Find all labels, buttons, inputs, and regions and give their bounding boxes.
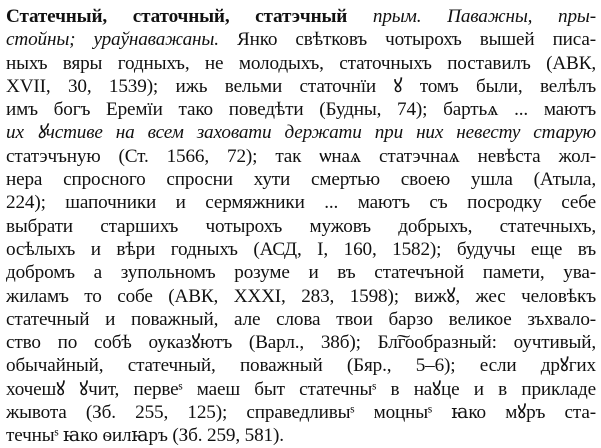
entry-line — [6, 285, 596, 308]
citation-text: ныхъ вяры годныхъ, не молодыхъ, статочныхъ поставилъ (АВК, — [6, 52, 596, 74]
entry-line — [6, 238, 596, 261]
entry-line — [6, 215, 596, 238]
entry-line — [6, 354, 596, 377]
citation-text: выбрати старшихъ чотырохъ мужовъ добрыхъ, статечныхъ, — [6, 215, 596, 237]
entry-line — [6, 378, 596, 401]
entry-line — [6, 191, 596, 214]
citation-text: Янко свѣтковъ чотырохъ вышей писа- — [218, 29, 596, 51]
entry-line — [6, 121, 596, 144]
entry-line — [6, 145, 596, 168]
entry-line — [6, 5, 596, 28]
headword: Статечный, статочный, статэчный — [6, 6, 348, 27]
entry-line — [6, 98, 596, 121]
gloss-text: Паважны, пры- — [447, 6, 596, 27]
grammar-label: прым. — [372, 6, 422, 27]
citation-text: добромъ а зупольномъ розуме и въ статечъной памети, ува- — [6, 262, 596, 284]
citation-text: XVII, 30, 1539); ижь вельми статочнїи ꙋ томъ были, велѣлъ — [6, 75, 596, 97]
entry-line — [6, 168, 596, 191]
citation-text — [347, 6, 373, 27]
entry-line — [6, 75, 596, 98]
citation-text: хочешꙋ ꙋчит, первеˢ маеш быт статечныˢ в наꙋце и в прикладе — [6, 378, 596, 400]
citation-text: их ꙋчстиве на всем заховати держати при них невесту старую — [6, 122, 596, 144]
gloss-text: стойны; ураўнаважаны. — [6, 29, 219, 51]
entry-line — [6, 261, 596, 284]
citation-text: жывота (Зб. 255, 125); справедливыˢ моцныˢ ꙗко мꙋръ ста- — [6, 402, 596, 424]
citation-text: 224); шапочники и сермяжники ... маютъ съ посродку себе — [6, 192, 596, 214]
citation-text: течныˢ ꙗко ѳилꙗръ (Зб. 259, 581). — [6, 425, 284, 447]
entry-line — [6, 424, 596, 447]
citation-text: статечный и поважный, але слова твои барзо великое зъхвало- — [6, 308, 596, 330]
citation-text: имъ богъ Еремїи тако поведѣти (Будны, 74); бартьѧ ... маютъ — [6, 99, 596, 121]
citation-text: обычайный, статечный, поважный (Бяр., 5–6); если дрꙋгих — [6, 355, 596, 377]
entry-line — [6, 401, 596, 424]
entry-line — [6, 331, 596, 354]
citation-text: ство по собѣ оуказꙋютъ (Варл., 38б); Бл͠гообразный: оучтивый, — [6, 332, 596, 354]
citation-text: статэчъную (Ст. 1566, 72); так ѡнаѧ статэчнаѧ невѣста жол- — [6, 145, 596, 167]
entry-line — [6, 28, 596, 51]
citation-text: жиламъ то собе (АВК, XXXI, 283, 1598); вижꙋ, жес человѣкъ — [6, 285, 596, 307]
citation-text: осѣлыхъ и вѣри годныхъ (АСД, I, 160, 1582); будучы еще въ — [6, 238, 596, 260]
citation-text — [421, 6, 447, 27]
entry-line — [6, 52, 596, 75]
entry-line — [6, 308, 596, 331]
citation-text: нера спросного спросни хути смертью своею ушла (Атыла, — [6, 169, 596, 191]
dictionary-entry — [6, 5, 596, 448]
